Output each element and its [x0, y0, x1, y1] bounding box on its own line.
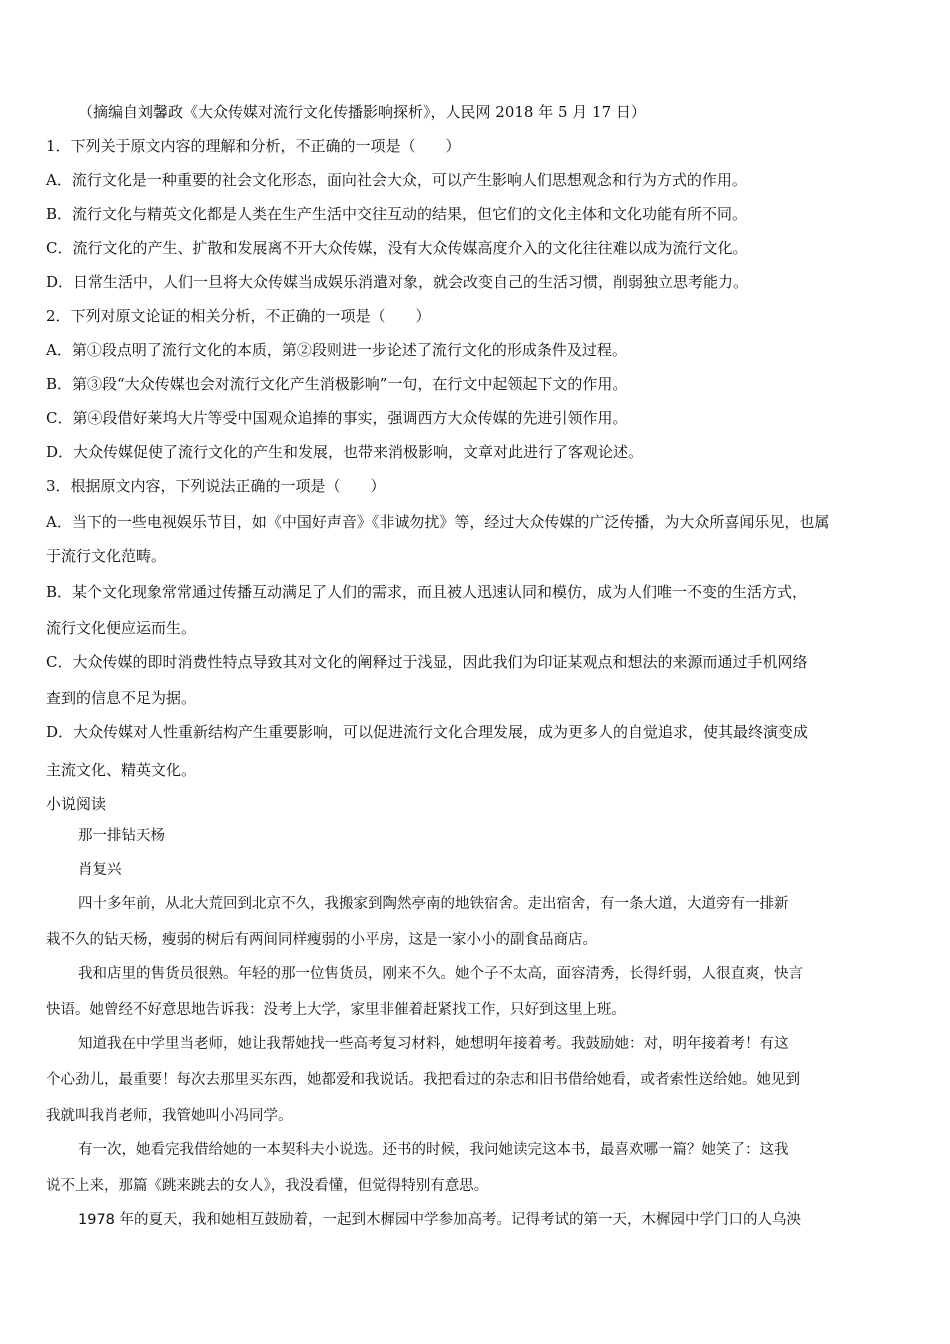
story-paragraph-line: 快语。她曾经不好意思地告诉我：没考上大学，家里非催着赶紧找工作，只好到这里上班。 — [46, 1002, 626, 1018]
story-author: 肖复兴 — [78, 862, 122, 878]
story-paragraph-line: 1978 年的夏天，我和她相互鼓励着，一起到木樨园中学参加高考。记得考试的第一天，木樨园中学门口的人乌泱 — [78, 1212, 802, 1228]
story-paragraph-line: 有一次，她看完我借给她的一本契科夫小说选。还书的时候，我问她读完这本书，最喜欢哪一篇？她笑了：这我 — [78, 1142, 789, 1158]
question-3-option-a-line2: 于流行文化范畴。 — [46, 547, 167, 565]
question-3-option-b-line1: B．某个文化现象常常通过传播互动满足了人们的需求，而且被人迅速认同和模仿，成为人们唯一不变的生活方式， — [46, 583, 808, 601]
question-3-option-d-line1: D．大众传媒对人性重新结构产生重要影响，可以促进流行文化合理发展，成为更多人的自觉追求，使其最终演变成 — [46, 723, 809, 741]
question-1-option-a: A．流行文化是一种重要的社会文化形态，面向社会大众，可以产生影响人们思想观念和行为方式的作用。 — [46, 171, 747, 189]
question-2-option-c: C．第④段借好莱坞大片等受中国观众追捧的事实，强调西方大众传媒的先进引领作用。 — [46, 409, 628, 427]
story-paragraph-line: 四十多年前，从北大荒回到北京不久，我搬家到陶然亭南的地铁宿舍。走出宿舍，有一条大道，大道旁有一排新 — [78, 896, 789, 912]
question-3-option-a-line1: A．当下的一些电视娱乐节目，如《中国好声音》《非诚勿扰》等，经过大众传媒的广泛传播，为大众所喜闻乐见，也属 — [46, 513, 830, 531]
question-3-option-d-line2: 主流文化、精英文化。 — [46, 761, 197, 779]
question-3-option-c-line2: 查到的信息不足为据。 — [46, 689, 197, 707]
section-heading: 小说阅读 — [46, 795, 107, 813]
story-paragraph-line: 知道我在中学里当老师，她让我帮她找一些高考复习材料，她想明年接着考。我鼓励她：对，明年接着考！有这 — [78, 1036, 789, 1052]
story-paragraph-line: 栽不久的钻天杨，瘦弱的树后有两间同样瘦弱的小平房，这是一家小小的副食品商店。 — [46, 932, 597, 948]
question-2-option-a: A．第①段点明了流行文化的本质，第②段则进一步论述了流行文化的形成条件及过程。 — [46, 341, 627, 359]
source-citation: （摘编自刘馨政《大众传媒对流行文化传播影响探析》，人民网 2018 年 5 月 17 日） — [78, 103, 646, 121]
question-3-stem: 3．根据原文内容，下列说法正确的一项是（ ） — [46, 477, 386, 495]
story-paragraph-line: 个心劲儿，最重要！每次去那里买东西，她都爱和我说话。我把看过的杂志和旧书借给她看，或者索性送给她。她见到 — [46, 1072, 800, 1088]
story-paragraph-line: 我和店里的售货员很熟。年轻的那一位售货员，刚来不久。她个子不太高，面容清秀，长得纤弱，人很直爽，快言 — [78, 966, 803, 982]
question-3-option-c-line1: C．大众传媒的即时消费性特点导致其对文化的阐释过于浅显，因此我们为印证某观点和想法的来源而通过手机网络 — [46, 653, 808, 671]
question-2-option-d: D．大众传媒促使了流行文化的产生和发展，也带来消极影响，文章对此进行了客观论述。 — [46, 443, 644, 461]
question-2-stem: 2．下列对原文论证的相关分析，不正确的一项是（ ） — [46, 307, 431, 325]
story-title: 那一排钻天杨 — [78, 828, 165, 844]
question-1-option-b: B．流行文化与精英文化都是人类在生产生活中交往互动的结果，但它们的文化主体和文化功能有所不同。 — [46, 205, 748, 223]
question-1-option-c: C．流行文化的产生、扩散和发展离不开大众传媒，没有大众传媒高度介入的文化往往难以成为流行文化。 — [46, 239, 748, 257]
story-paragraph-line: 说不上来，那篇《跳来跳去的女人》，我没看懂，但觉得特别有意思。 — [46, 1178, 489, 1194]
question-2-option-b: B．第③段“大众传媒也会对流行文化产生消极影响”一句，在行文中起领起下文的作用。 — [46, 375, 628, 393]
story-paragraph-line: 我就叫我肖老师，我管她叫小冯同学。 — [46, 1108, 293, 1124]
question-1-stem: 1．下列关于原文内容的理解和分析，不正确的一项是（ ） — [46, 137, 461, 155]
question-1-option-d: D．日常生活中，人们一旦将大众传媒当成娱乐消遣对象，就会改变自己的生活习惯，削弱独立思考能力。 — [46, 273, 749, 291]
question-3-option-b-line2: 流行文化便应运而生。 — [46, 619, 197, 637]
